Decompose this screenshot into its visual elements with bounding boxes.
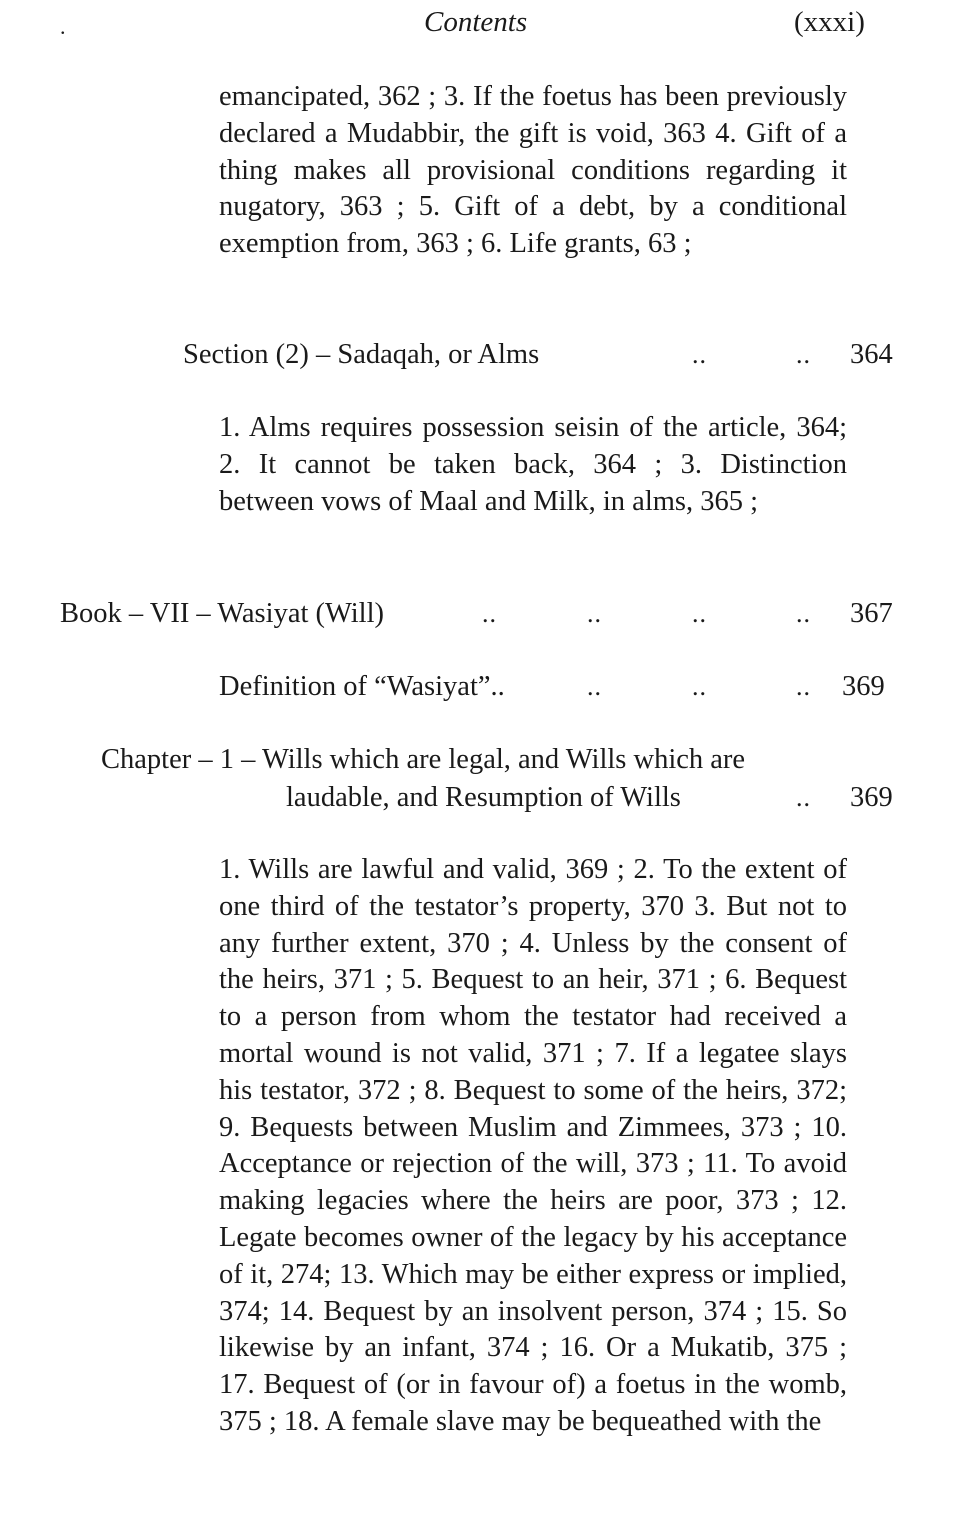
running-head-title: Contents <box>424 6 528 38</box>
toc-description-wills: 1. Wills are lawful and valid, 369 ; 2. To the extent of one third of the testator’s property, 370 3. But not to any further extent, 370 ; 4. Unless by the consent of the heirs, 371 ; 5. Bequest to an heir, 371 ; 6. Bequest to a person from whom the testator had received a mortal wound is not valid, 371 ; 7. If a legatee slays his testator, 372 ; 8. Bequest to some of the heirs, 372; 9. Bequests between Muslim and Zimmees, 373 ; 10. Acceptance or rejection of the will, 373 ; 11. To avoid making legacies where the heirs are poor, 373 ; 12. Legate becomes owner of the legacy by his acceptance of it, 274; 13. Which may be either express or implied, 374; 14. Bequest by an insolvent person, 374 ; 15. So likewise by an infant, 374 ; 16. Or a Mukatib, 375 ; 17. Bequest of (or in favour of) a foetus in the womb, 375 ; 18. A female slave may be bequeathed with the <box>219 854 847 1437</box>
toc-entry-title: Definition of “Wasiyat”.. <box>219 671 505 702</box>
dot-leader: .. <box>692 672 707 701</box>
dot-leader: .. <box>692 599 707 628</box>
toc-entry-title-line-1: Chapter – 1 – Wills which are legal, and Wills which are <box>101 744 746 775</box>
dot-leader: .. <box>482 599 497 628</box>
dot-leader: .. <box>796 599 811 628</box>
toc-entry-title: Section (2) – Sadaqah, or Alms <box>183 339 540 370</box>
toc-page-number: 369 <box>850 782 893 813</box>
dot-leader: .. <box>587 672 602 701</box>
dot-leader: .. <box>692 340 707 369</box>
dot-leader: .. <box>796 672 811 701</box>
dot-leader: .. <box>796 340 811 369</box>
dot-leader: .. <box>587 599 602 628</box>
header-marker: . <box>60 14 66 39</box>
toc-description-gift: emancipated, 362 ; 3. If the foetus has been previously declared a Mudabbir, the gift is void, 363 4. Gift of a thing makes all provisional conditions regarding it nugatory, 363 ; 5. Gift of a debt, by a conditional exemption from, 363 ; 6. Life grants, 63 ; <box>219 81 847 260</box>
toc-entry-title: Book – VII – Wasiyat (Will) <box>60 598 385 629</box>
page-number-roman: (xxxi) <box>794 6 865 38</box>
toc-page-number: 364 <box>850 339 893 370</box>
toc-page-number: 369 <box>842 671 885 702</box>
toc-page-number: 367 <box>850 598 893 629</box>
dot-leader: .. <box>796 783 811 812</box>
toc-description-alms: 1. Alms requires possession seisin of the article, 364; 2. It cannot be taken back, 364 ; 3. Distinction between vows of Maal and Milk, in alms, 365 ; <box>219 412 847 517</box>
toc-entry-title-line-2: laudable, and Resumption of Wills <box>286 782 681 813</box>
